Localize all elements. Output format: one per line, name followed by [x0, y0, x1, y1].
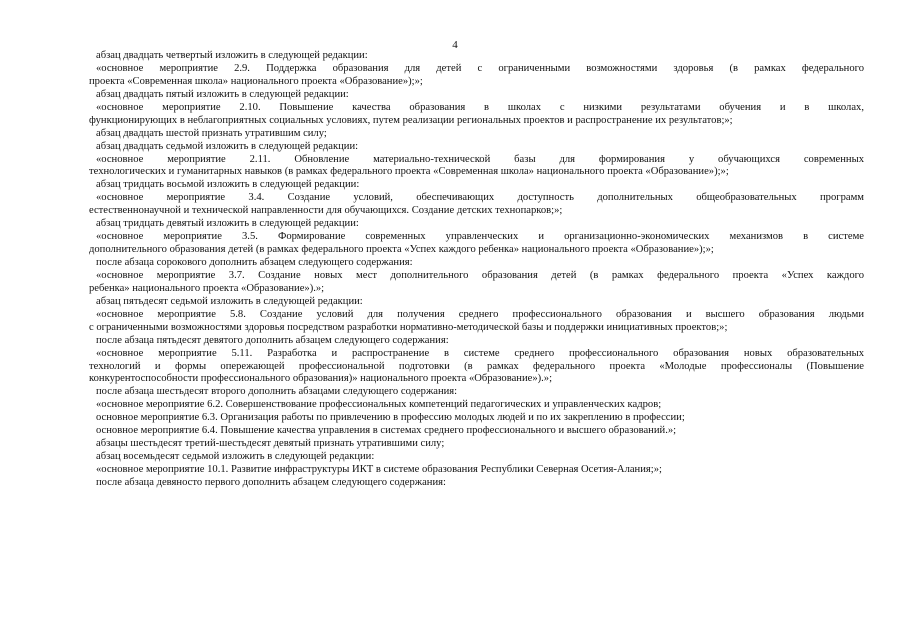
text-line: после абзаца пятьдесят девятого дополнить абзацем следующего содержания: [96, 334, 449, 346]
text-line: абзац пятьдесят седьмой изложить в следующей редакции: [96, 295, 363, 307]
text-line: «основное мероприятие 2.11. Обновление материально-технической базы для формирования у обучающихся современных [96, 153, 864, 165]
text-line: «основное мероприятие 2.10. Повышение качества образования в школах с низкими результатами обучения и в школах, [96, 101, 864, 113]
text-line: дополнительного образования детей (в рамках федерального проекта «Успех каждого ребенка» национального проекта «Образование»);»; [89, 244, 714, 256]
text-line: абзацы шестьдесят третий-шестьдесят девятый признать утратившими силу; [96, 438, 445, 450]
text-line: после абзаца сорокового дополнить абзацем следующего содержания: [96, 257, 413, 268]
text-line: «основное мероприятие 6.2. Совершенствование профессиональных компетенций педагогических и управленческих кадров; [96, 399, 662, 411]
text-line: ребенка» национального проекта «Образование»).»; [89, 282, 325, 294]
text-line: функционирующих в неблагоприятных социальных условиях, путем реализации региональных проектов и распространение их результатов;»; [89, 114, 733, 126]
text-line: основное мероприятие 6.4. Повышение качества управления в системах среднего профессионального и высшего образований.»; [96, 425, 677, 437]
text-line: «основное мероприятие 2.9. Поддержка образования для детей с ограниченными возможностями здоровья (в рамках федерального [96, 62, 864, 74]
text-line: «основное мероприятие 5.11. Разработка и распространение в системе среднего профессионального образования новых образовательных [96, 347, 864, 359]
document-body [89, 50, 864, 490]
text-line: абзац двадцать седьмой изложить в следующей редакции: [96, 140, 359, 152]
text-line: технологических и гуманитарных навыков (в рамках федерального проекта «Современная школа» национального проекта «Образование»);»; [89, 166, 729, 178]
text-line: основное мероприятие 6.3. Организация работы по привлечению в профессию молодых людей и по их закреплению в профессии; [96, 412, 685, 424]
text-line: естественнонаучной и технической направленности для обучающихся. Создание детских технопарков;»; [89, 205, 563, 217]
text-line: «основное мероприятие 3.5. Формирование современных управленческих и организационно-экономических механизмов в системе [96, 231, 864, 243]
text-line: проекта «Современная школа» национального проекта «Образование»);»; [89, 75, 423, 87]
text-line: «основное мероприятие 3.4. Создание условий, обеспечивающих доступность дополнительных общеобразовательных программ [96, 192, 864, 204]
text-line: «основное мероприятие 3.7. Создание новых мест дополнительного образования детей (в рамках федерального проекта «Успех каждого [96, 269, 864, 281]
text-line: абзац двадцать шестой признать утратившим силу; [96, 127, 327, 139]
text-line: абзац двадцать четвертый изложить в следующей редакции: [96, 50, 368, 61]
text-line: абзац двадцать пятый изложить в следующей редакции: [96, 88, 349, 100]
text-line: абзац восемьдесят седьмой изложить в следующей редакции: [96, 451, 375, 463]
text-line: конкурентоспособности профессионального образования)» национального проекта «Образование»).»; [89, 373, 553, 385]
text-line: после абзаца шестьдесят второго дополнить абзацами следующего содержания: [96, 386, 458, 398]
page-number: 4 [452, 39, 458, 51]
text-line: «основное мероприятие 10.1. Развитие инфраструктуры ИКТ в системе образования Республики Северная Осетия-Алания;»; [96, 464, 662, 475]
text-line: абзац тридцать восьмой изложить в следующей редакции: [96, 179, 360, 191]
text-line: с ограниченными возможностями здоровья посредством разработки нормативно-методической базы и поддержки инициативных проектов;»; [89, 321, 728, 333]
text-line: абзац тридцать девятый изложить в следующей редакции: [96, 218, 359, 230]
text-line: технологий и формы опережающей профессиональной подготовки (в рамках федерального проекта «Молодые профессионалы (Повышение [89, 360, 864, 372]
text-line: «основное мероприятие 5.8. Создание условий для получения среднего профессионального образования и высшего образования людьми [96, 308, 864, 320]
text-line: после абзаца девяносто первого дополнить абзацем следующего содержания: [96, 476, 446, 488]
